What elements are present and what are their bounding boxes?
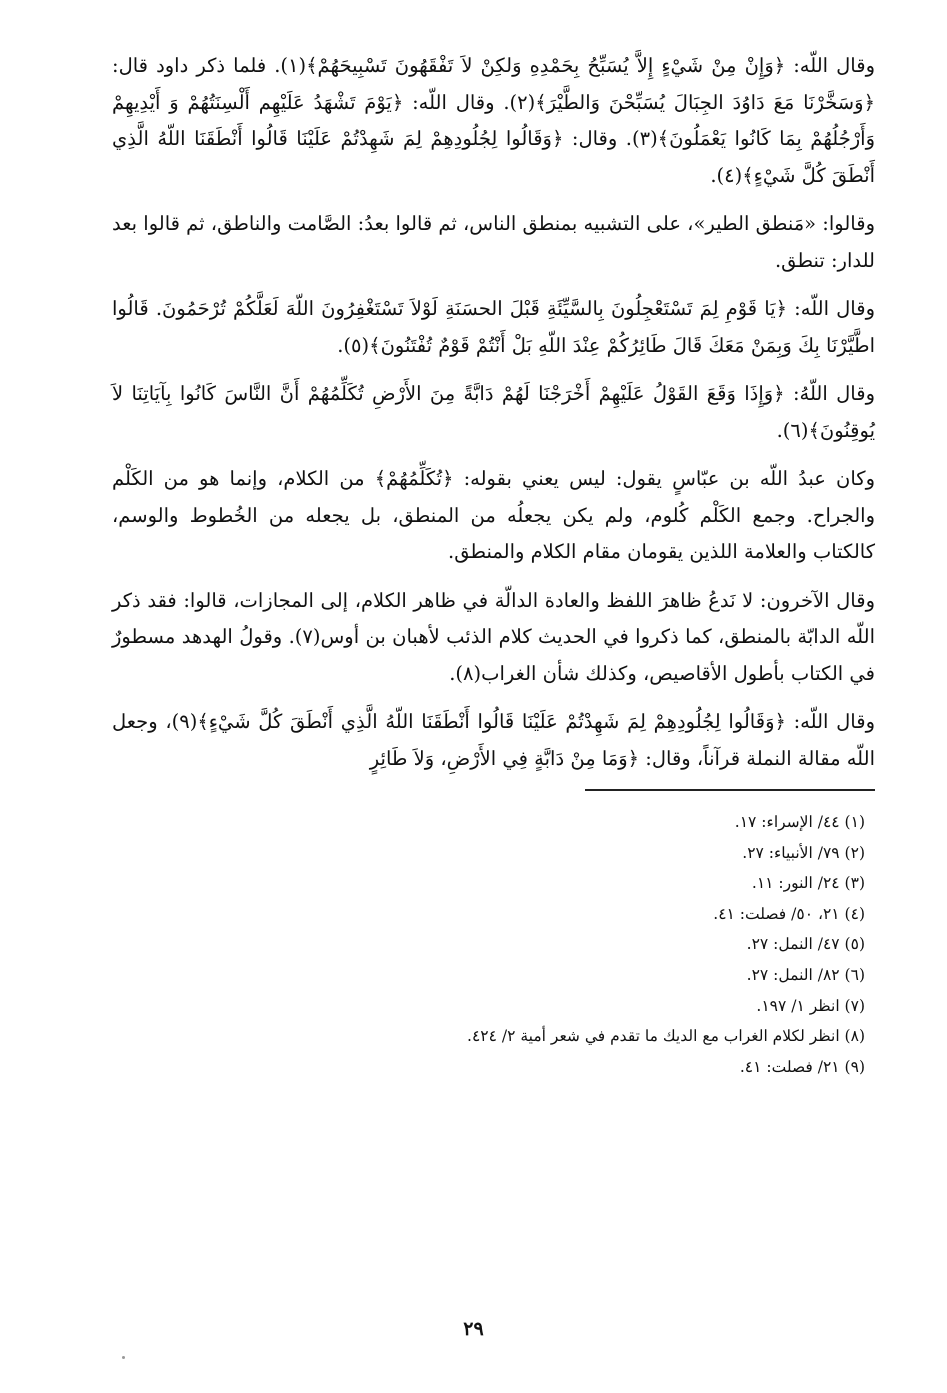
footnote: (٥) ٤٧/ النمل: ٢٧.: [746, 935, 865, 954]
footnote-separator: [585, 789, 875, 791]
paragraph: وقال الآخرون: لا نَدعُ ظاهرَ اللفظ والعادة الدالّة في ظاهر الكلام، إلى المجازات، قالوا: فقد ذكر اللّه الدابّة بالمنطق، كما ذكروا في الحديث كلام الذئب لأهبان بن أوس(٧). وقولُ الهدهد مسطورٌ في الكتاب بأطول الأقاصيص، وكذلك شأن الغراب(٨).: [112, 588, 875, 685]
footnote: (٧) انظر ١/ ١٩٧.: [756, 996, 865, 1015]
page-number: ٢٩: [463, 1318, 484, 1340]
main-text: [112, 48, 875, 194]
paragraph: وقال اللّه: ﴿وَقَالُوا لِجُلُودِهِمْ لِمَ شَهِدْتُمْ عَلَيْنَا قَالُوا أَنْطَقَنَا اللّهُ الَّذِي أَنْطَقَ كُلَّ شَيْءٍ﴾(٩)، وجعل اللّه مقالة النملة قرآناً، وقال: ﴿وَمَا مِنْ دَابَّةٍ فِي الأَرْضِ، وَلاَ طَائِرٍ: [112, 710, 875, 770]
paragraph: وقال اللّه: ﴿وَإِنْ مِنْ شَيْءٍ إِلاَّ يُسَبِّحُ بِحَمْدِهِ وَلكِنْ لاَ تَفْقَهُونَ تَسْبِيحَهُمْ﴾(١). فلما ذكر داود قال: ﴿وَسَخَّرْنَا مَعَ دَاوُدَ الجِبَالَ يُسَبِّحْنَ وَالطَّيْرَ﴾(٢). وقال اللّه: ﴿يَوْمَ تَشْهَدُ عَلَيْهِم أَلْسِنَتُهُمْ وَ أَيْدِيهِمْ وَأَرْجُلُهُمْ بِمَا كَانُوا يَعْمَلُونَ﴾(٣). وقال: ﴿وَقَالُوا لِجُلُودِهِمْ لِمَ شَهِدْتُمْ عَلَيْنَا قَالُوا أَنْطَقَنَا اللّهُ الَّذِي أَنْطَقَ كُلَّ شَيْءٍ﴾(٤).: [112, 54, 875, 187]
main-text: [112, 583, 875, 693]
paragraph: وكان عبدُ اللّه بن عبّاسٍ يقول: ليس يعني بقوله: ﴿تُكَلِّمُهُمْ﴾ من الكلام، وإنما هو من الكَلْم والجراح. وجمع الكَلْم كُلوم، ولم يكن يجعلُه من المنطق، بل يجعله من الخُطوط والوسم، كالكتاب والعلامة اللذين يقومان مقام الكلام والمنطق.: [112, 467, 876, 563]
main-text: [112, 376, 875, 449]
footnote: (٣) ٢٤/ النور: ١١.: [751, 874, 865, 893]
paragraph: وقال اللّه: ﴿يَا قَوْمِ لِمَ تَسْتَعْجِلُونَ بِالسَّيِّئَةِ قَبْلَ الحسَنَةِ لَوْلاَ تَسْتَغْفِرُونَ اللّهَ لَعَلَّكُمْ تُرْحَمُونَ. قَالُوا اطَّيَّرْنَا بِكَ وَبِمَنْ مَعَكَ قَالَ طَائِرُكُمْ عِنْدَ اللّهِ بَلْ أَنْتُمْ قَوْمٌ تُفْتَنُونَ﴾(٥).: [112, 297, 875, 357]
footnote: (٢) ٧٩/ الأنبياء: ٢٧.: [742, 843, 865, 862]
footnote: (٤) ٢١، ٥٠/ فصلت: ٤١.: [713, 904, 865, 923]
scan-speck: [122, 1356, 125, 1359]
main-text: [112, 704, 875, 777]
footnotes-list: [112, 807, 875, 1082]
footnote: (٦) ٨٢/ النمل: ٢٧.: [746, 965, 865, 984]
footnote: (١) ٤٤/ الإسراء: ١٧.: [734, 813, 865, 831]
main-text: [112, 461, 875, 571]
page-body: [112, 48, 875, 1082]
paragraph: وقالوا: «مَنطق الطير»، على التشبيه بمنطق الناس، ثم قالوا بعدُ: الصَّامت والناطق، ثم قالوا بعد للدار: تنطق.: [112, 212, 875, 272]
footnote: (٩) ٢١/ فصلت: ٤١.: [739, 1057, 865, 1076]
main-text: [112, 206, 875, 279]
paragraph: وقال اللّهُ: ﴿وَإِذَا وَقَعَ القَوْلُ عَلَيْهِمْ أَخْرَجْنَا لَهُمْ دَابَّةً مِنَ الأَرْضِ تُكَلِّمُهُمْ أَنَّ النَّاسَ كَانُوا بِآيَاتِنَا لاَ يُوقِنُونَ﴾(٦).: [112, 382, 875, 442]
footnote: (٨) انظر لكلام الغراب مع الديك ما تقدم في شعر أمية ٢/ ٤٢٤.: [467, 1027, 865, 1046]
main-text: [112, 291, 875, 364]
